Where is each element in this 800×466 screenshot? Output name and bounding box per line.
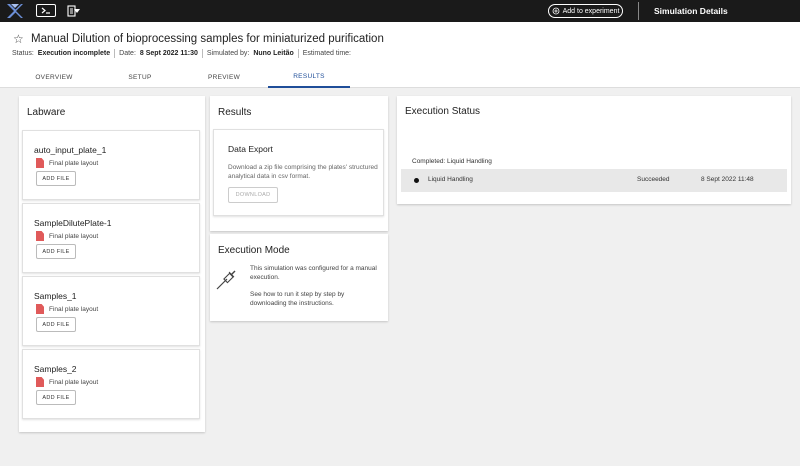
labware-file-label: Final plate layout [49, 159, 99, 167]
add-file-button[interactable]: ADD FILE [36, 390, 76, 405]
labware-name: SampleDilutePlate-1 [34, 218, 112, 228]
add-to-experiment-button[interactable] [548, 4, 623, 18]
add-file-button[interactable]: ADD FILE [36, 317, 76, 332]
labware-name: Samples_2 [34, 364, 77, 374]
step-status: Succeeded [637, 176, 670, 183]
tab-preview[interactable]: PREVIEW [207, 73, 241, 81]
pipette-icon [214, 268, 238, 292]
labware-name: Samples_1 [34, 291, 77, 301]
execution-status-panel [397, 96, 791, 204]
pdf-icon [36, 304, 44, 314]
labware-card [22, 276, 200, 346]
simulated-by-label: Simulated by: [206, 50, 250, 57]
labware-file[interactable] [36, 231, 98, 241]
add-file-button[interactable]: ADD FILE [36, 171, 76, 186]
add-to-experiment-label: Add to experiment [562, 7, 620, 15]
execution-mode-text: This simulation was configured for a manual execution. [250, 265, 377, 281]
download-button[interactable]: DOWNLOAD [228, 187, 278, 203]
add-file-button[interactable]: ADD FILE [36, 244, 76, 259]
labware-card [22, 203, 200, 273]
star-icon[interactable]: ☆ [13, 32, 24, 46]
labware-file-label: Final plate layout [49, 378, 99, 386]
date-value: 8 Sept 2022 11:30 [139, 50, 198, 57]
simulation-details-title: Simulation Details [654, 6, 728, 16]
results-panel [210, 96, 388, 231]
labware-file[interactable] [36, 377, 98, 387]
topbar-divider [638, 2, 639, 20]
tab-overview[interactable]: OVERVIEW [35, 73, 73, 81]
labware-file[interactable] [36, 158, 98, 168]
status-label: Status: [12, 50, 34, 57]
simulated-by-value: Nuno Leitão [253, 50, 294, 57]
pdf-icon [36, 231, 44, 241]
simulation-meta [12, 49, 351, 58]
labware-file-label: Final plate layout [49, 305, 99, 313]
data-export-card [213, 129, 384, 216]
status-value: Execution incomplete [37, 50, 111, 57]
data-export-description: Download a zip file comprising the plates' structured analytical data in csv format. [228, 164, 378, 180]
labware-title: Labware [27, 107, 66, 118]
page-title: Manual Dilution of bioprocessing samples for miniaturized purification [31, 33, 384, 45]
execution-mode-instructions: See how to run it step by step by downloading the instructions. [250, 291, 345, 307]
results-title: Results [218, 107, 252, 118]
execution-status-title: Execution Status [405, 106, 481, 117]
add-to-experiment-icon [552, 7, 560, 15]
labware-card [22, 130, 200, 200]
completed-label: Completed: Liquid Handling [412, 158, 492, 165]
meta-divider [298, 49, 299, 58]
top-bar [0, 0, 800, 22]
labware-panel [19, 96, 205, 432]
step-time: 8 Sept 2022 11:48 [701, 176, 754, 183]
tab-bar [0, 66, 800, 88]
chevron-down-icon[interactable] [74, 9, 80, 13]
tab-results[interactable]: RESULTS [268, 66, 350, 88]
meta-divider [114, 49, 115, 58]
pdf-icon [36, 158, 44, 168]
execution-mode-panel [210, 234, 388, 321]
pdf-icon [36, 377, 44, 387]
meta-divider [202, 49, 203, 58]
step-bullet-icon [414, 178, 419, 183]
estimated-time-label: Estimated time: [302, 50, 352, 57]
labware-card [22, 349, 200, 419]
labware-file-label: Final plate layout [49, 232, 99, 240]
tab-setup[interactable]: SETUP [128, 73, 152, 81]
data-export-title: Data Export [228, 144, 273, 154]
step-name: Liquid Handling [428, 176, 473, 183]
app-logo-icon[interactable] [6, 3, 24, 19]
labware-name: auto_input_plate_1 [34, 145, 107, 155]
simulation-icon[interactable] [36, 4, 56, 17]
execution-mode-title: Execution Mode [218, 245, 290, 256]
labware-file[interactable] [36, 304, 98, 314]
execution-step-row[interactable] [401, 169, 787, 192]
page-header [0, 22, 800, 88]
date-label: Date: [119, 50, 136, 57]
